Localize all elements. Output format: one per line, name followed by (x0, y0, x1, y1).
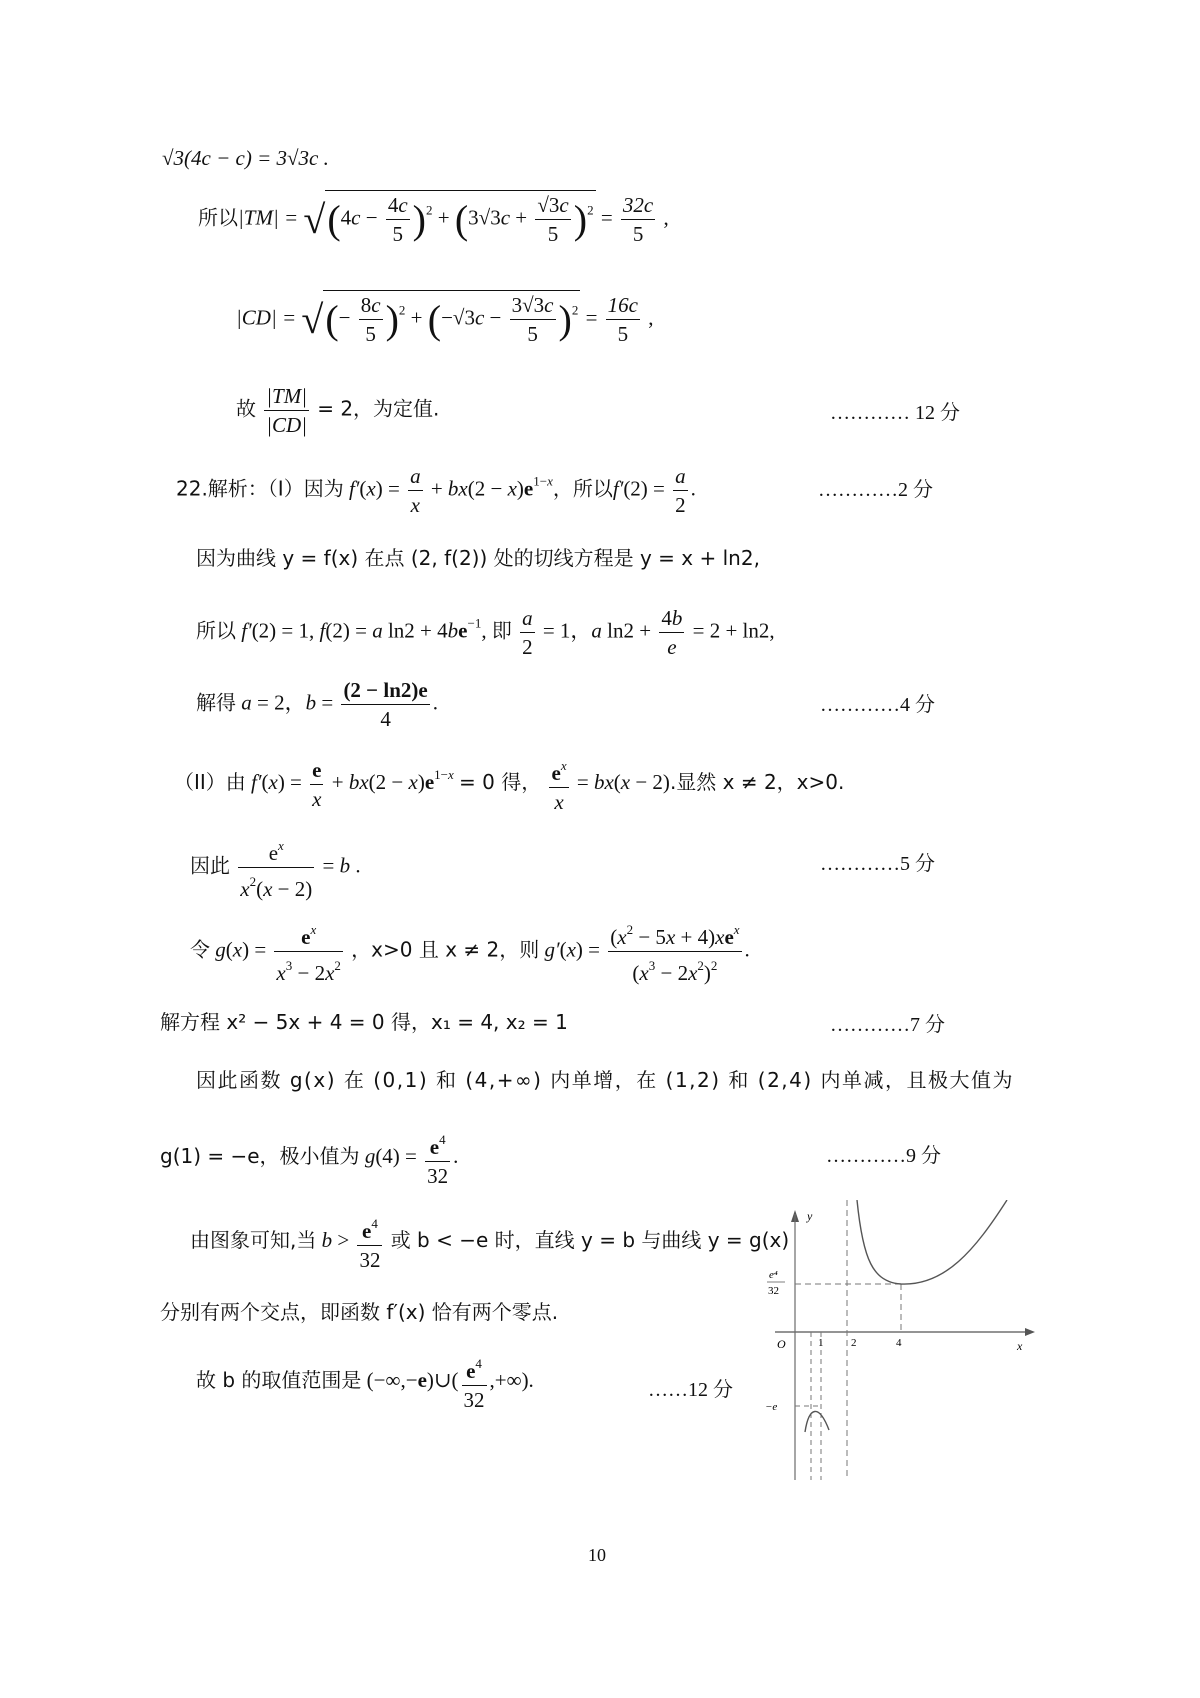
hence-head: 因此 (190, 853, 230, 878)
page-number: 10 (588, 1545, 606, 1565)
q22-so: ，所以 (552, 476, 613, 501)
line-range: 故 b 的取值范围是 (−∞,−e)∪( $\frac{e^4}{32}$ ,+∞). (196, 1356, 534, 1412)
cd-radical: √(− $\frac{8c}{5}$ )$^2$ + (−√3c − $\frac{3√3c}{5}$ )$^2$ (301, 290, 580, 348)
tick-1-label: 1 (818, 1337, 824, 1349)
line-cd: |CD| = √(− $\frac{8c}{5}$ )$^2$ + (−√3c − $\frac{3√3c}{5}$ )$^2$ = $\frac{16c}{5}$ , (236, 290, 654, 348)
x-axis-label: x (1017, 1339, 1023, 1353)
score-2: …………2 分 (818, 479, 933, 501)
let-cond: ，x>0 且 x ≠ 2，则 (351, 937, 540, 962)
line-curve: 因为曲线 y = f(x) 在点 (2, f(2)) 处的切线方程是 y = x + ln2, (196, 546, 760, 570)
graph-head: 由图象可知,当 (190, 1227, 317, 1252)
curve-right-branch (857, 1200, 1007, 1284)
origin-label: O (777, 1337, 786, 1351)
function-graph (755, 1200, 1045, 1490)
line-ratio (236, 382, 439, 439)
line-q22: 22.解析：（I）因为 f′(x) = $\frac{a}{x}$ + $bx(2 - x)e^{1-x}$，所以f′(2) = $\frac{a}{2}$ . (176, 464, 696, 517)
tm-lhs: |TM| = (238, 205, 299, 230)
range-head: 故 b 的取值范围是 (196, 1367, 362, 1392)
line-solve-eq: 解方程 x² − 5x + 4 = 0 得，x₁ = 4, x₂ = 1 (160, 1010, 568, 1034)
tm-radical: √(4c − $\frac{4c}{5}$ )$^2$ + (3√3c + $\frac{√3c}{5}$ )$^2$ (303, 190, 595, 248)
line-part2: （II）由 f′(x) = $\frac{e}{x}$ + $bx(2 - x)e^{1-x} = 0$ 得， $\frac{e^x}{x}$ = bx(x − 2).显然 x ≠ 2，x>0. (174, 757, 845, 814)
ratio-prefix: 故 (236, 396, 256, 421)
let-g-head: 令 (190, 937, 210, 962)
tick-2-label: 2 (851, 1337, 857, 1349)
tick-4-label: 4 (896, 1337, 902, 1349)
line-f2: 所以 f′(2) = 1, f(2) = a $\ln 2 + 4be^{-1}$, 即 $\frac{a}{2}$ = 1，a ln2 + $\frac{4b}{e}$ = 2 + ln2, (196, 606, 775, 659)
ratio-tail: = 2，为定值. (317, 396, 440, 421)
line-hence: 因此 $\frac{e^x}{x^2(x - 2)}$ = b . (190, 838, 361, 901)
score-4: …………4 分 (820, 694, 935, 716)
tm-result: $\frac{32c}{5}$ (622, 193, 654, 246)
cd-result: $\frac{16c}{5}$ (607, 293, 638, 346)
tm-prefix: 所以 (198, 205, 238, 230)
part2-de: = 0 得， (459, 769, 542, 794)
x-axis-arrow (1025, 1328, 1035, 1336)
solve-head: 解得 (196, 690, 236, 715)
part2-head: （II）由 (174, 769, 246, 794)
e4-den-label: 32 (768, 1285, 779, 1297)
score-12b: ……12 分 (648, 1379, 733, 1401)
f2-prefix: 所以 (196, 618, 236, 643)
line-let-g: 令 g(x) = $\frac{e^x}{x^3 - 2x^2}$ ，x>0 且 x ≠ 2，则 g′(x) = $\frac{(x^2 - 5x + 4)xe^x}{(x^3 - 2x^2)^2}$ . (190, 922, 750, 985)
line-monotonic: 因此函数 g(x) 在 (0,1) 和 (4,+∞) 内单增，在 (1,2) 和 (2,4) 内单减，且极大值为 (196, 1068, 1015, 1092)
part2-tail: .显然 x ≠ 2，x>0. (669, 769, 845, 794)
extreme-head: g(1) = −e，极小值为 (160, 1143, 360, 1168)
line-sqrt3 (162, 146, 329, 171)
q22-head: 22.解析：（I）因为 (176, 476, 344, 501)
line-two-zeros: 分别有两个交点，即函数 f′(x) 恰有两个零点. (160, 1300, 559, 1324)
graph-mid: 或 b < −e 时，直线 y = b 与曲线 y = g(x) (390, 1227, 790, 1252)
cd-lhs: |CD| = (236, 305, 297, 330)
e4-num-label: e⁴ (769, 1269, 778, 1281)
line-extreme: g(1) = −e，极小值为 g(4) = $\frac{e^4}{32}$ . (160, 1132, 459, 1188)
ratio-fraction: $\frac{|TM|}{|CD|}$ (266, 384, 307, 437)
score-9: …………9 分 (826, 1145, 941, 1167)
score-5: …………5 分 (820, 853, 935, 875)
score-12a: ………… 12 分 (830, 402, 960, 424)
line-solve: 解得 a = 2，b = $\frac{(2 - \ln 2)e}{4}$ . (196, 678, 438, 731)
line-graph-hint: 由图象可知,当 b > $\frac{e^4}{32}$ 或 b < −e 时，直线 y = b 与曲线 y = g(x) (190, 1216, 790, 1272)
range-tail: ,+∞). (489, 1367, 534, 1392)
y-axis-label: y (807, 1209, 813, 1223)
score-7: …………7 分 (830, 1014, 945, 1036)
line-tm: 所以|TM| = √(4c − $\frac{4c}{5}$ )$^2$ + (3√3c + $\frac{√3c}{5}$ )$^2$ = $\frac{32c}{5}$ , (198, 190, 669, 248)
curve-left-branch (805, 1411, 829, 1432)
line-sqrt3-text: √3(4c − c) = 3√3c . (162, 146, 329, 170)
neg-e-label: −e (765, 1401, 778, 1413)
